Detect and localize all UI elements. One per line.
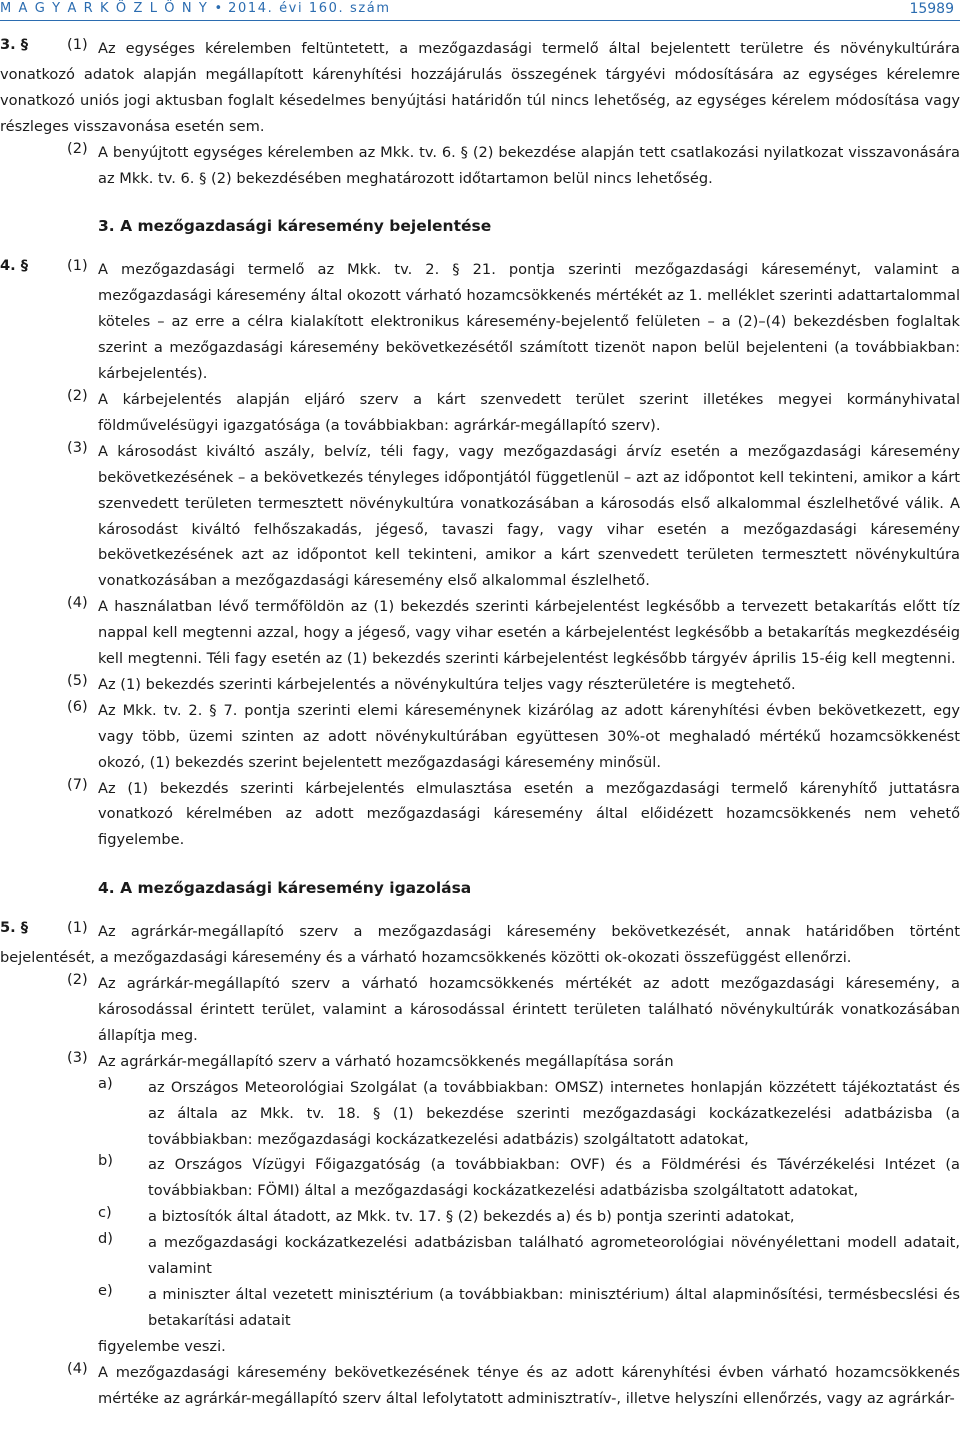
paragraph [0,971,960,1049]
journal-header [0,1,391,16]
paragraph-text: A kárbejelentés alapján eljáró szerv a kárt szenvedett terület szerint illetékes megyei kormányhivatal földművelésügyi igazgatósága (a továbbiakban: agrárkár-megállapító szerv). [98,390,960,434]
list-item [0,1204,960,1230]
list-item-label: c) [98,1204,112,1222]
paragraph-number: (4) [67,1359,88,1377]
paragraph-text: A károsodást kiváltó aszály, belvíz, téli fagy, vagy mezőgazdasági árvíz esetén a mezőgazdasági káresemény bekövetkezésének – a bekövetkezés tényleges időpontjától függetlenül – azt az időpontot kell tekinteni, amikor a kárt szenvedett területen termesztett növénykultúra vonatkozásában a károsodás első alkalommal észlelhetővé válik. A károsodást kiváltó felhőszakadás, jégeső, tavaszi fagy, vagy vihar esetén a mezőgazdasági káresemény bekövetkezésének azt az időpontot kell tekinteni, amikor a kárt szenvedett területen termesztett növénykultúra vonatkozásában a mezőgazdasági káresemény első alkalommal észlelhető. [98,442,960,590]
paragraph-number: (7) [67,775,88,793]
journal-title: M A G Y A R K Ö Z L Ö N Y [0,1,209,16]
list-item-label: d) [98,1230,113,1248]
paragraph [0,1049,960,1075]
paragraph [0,776,960,854]
list-item-text: a biztosítók által átadott, az Mkk. tv. 17. § (2) bekezdés a) és b) pontja szerinti adatokat, [148,1208,795,1226]
section-3 [0,36,960,191]
paragraph [0,594,960,672]
paragraph-text: A benyújtott egységes kérelemben az Mkk. tv. 6. § (2) bekezdése alapján tett csatlakozási nyilatkozat visszavonására az Mkk. tv. 6. § (2) bekezdésében meghatározott időtartamon belül nincs lehetőség. [98,143,960,187]
list-item [0,1152,960,1204]
paragraph-number: (5) [67,671,88,689]
paragraph-number: (2) [67,139,88,157]
paragraph-text: A használatban lévő termőföldön az (1) bekezdés szerinti kárbejelentést legkésőbb a tervezett betakarítás előtt tíz nappal kell megtenni azzal, hogy a jégeső, vagy vihar esetén a kárbejelentést legkésőbb a betakarítás megkezdéséig kell megtenni. Téli fagy esetén az (1) bekezdés szerinti kárbejelentést legkésőbb tárgyév április 15-éig kell megtenni. [98,598,960,668]
paragraph [0,257,960,387]
paragraph-number: (2) [67,971,88,989]
paragraph [0,140,960,192]
paragraph-text: Az agrárkár-megállapító szerv a mezőgazdasági káresemény bekövetkezését, annak határidőben történt bejelentését, a mezőgazdasági káresemény és a várható hozamcsökkenés közötti ok-okozati összefüggést ellenőrzi. [0,923,960,967]
running-header [0,0,960,21]
section-5 [0,919,960,1411]
list-item-label: e) [98,1281,113,1299]
paragraph-text: Az agrárkár-megállapító szerv a várható hozamcsökkenés mértékét az adott mezőgazdasági káresemény, a károsodással érintett terület, valamint a károsodással érintett területen található növénykultúrák vonatkozásában állapítja meg. [98,975,960,1044]
section-number: 5. § [0,919,29,937]
paragraph-text: A mezőgazdasági termelő az Mkk. tv. 2. § 21. pontja szerinti mezőgazdasági káreseményt, valamint a mezőgazdasági káresemény által okozott várható hozamcsökkenés mértékét az 1. melléklet szerinti adattartalommal köteles – az erre a célra kialakított elektronikus káresemény-bejelentő felületen – a (2)–(4) bekezdésben foglaltak szerint a mezőgazdasági káresemény bekövetkezésétől számított tizenöt napon belül bejelenteni (a továbbiakban: kárbejelentés). [98,261,960,383]
list-item-label: b) [98,1152,113,1170]
list-item-text: a miniszter által vezetett minisztérium (a továbbiakban: minisztérium) által alapminősítési, termésbecslési és betakarítási adatait [148,1285,960,1329]
page-number: 15989 [909,1,954,17]
paragraph-text: Az egységes kérelemben feltüntetett, a mezőgazdasági termelő által bejelentett területre és növénykultúrára vonatkozó adatok alapján megállapított kárenyhítési hozzájárulás összegének tárgyévi módosítására az egységes kérelemre vonatkozó uniós jogi aktusban foglalt késedelmes benyújtási határidőn túl nincs lehetőség, az egységes kérelem módosítása vagy részleges visszavonása esetén sem. [0,40,960,135]
header-separator: • [214,1,223,16]
paragraph [0,919,960,971]
paragraph [0,36,960,140]
chapter-heading: 3. A mezőgazdasági káresemény bejelentése [98,217,492,236]
paragraph [0,698,960,776]
paragraph [0,672,960,698]
paragraph-number: (1) [67,919,88,937]
chapter-heading: 4. A mezőgazdasági káresemény igazolása [98,879,472,898]
paragraph-text: Az agrárkár-megállapító szerv a várható hozamcsökkenés megállapítása során [98,1052,674,1070]
paragraph-number: (2) [67,386,88,404]
paragraph-number: (4) [67,594,88,612]
section-number: 4. § [0,257,29,275]
paragraph-text: Az Mkk. tv. 2. § 7. pontja szerinti elemi káreseménynek kizárólag az adott kárenyhítési évben bekövetkezett, egy vagy több, üzemi szinten az adott növénykultúrában együttesen 30%-ot meghaladó mértékű hozamcsökkenést okozó, (1) bekezdés szerint bejelentett mezőgazdasági káresemény minősül. [98,701,960,771]
list-item-text: az Országos Vízügyi Főigazgatóság (a továbbiakban: OVF) és a Földmérési és Távérzékelési Intézet (a továbbiakban: FÖMI) által a mezőgazdasági kockázatkezelési adatbázisba szolgáltatott adatokat, [148,1156,960,1200]
list-closing-text: figyelembe veszi. [98,1337,226,1355]
paragraph [0,439,960,594]
list-item [0,1075,960,1153]
list-item-label: a) [98,1074,113,1092]
list-item-text: az Országos Meteorológiai Szolgálat (a továbbiakban: OMSZ) internetes honlapján közzétett tájékoztatást és az általa az Mkk. tv. 18. § (1) bekezdése szerinti mezőgazdasági kockázatkezelési adatbázisba (a továbbiakban: mezőgazdasági kockázatkezelési adatbázis) szolgáltatott adatokat, [148,1078,960,1148]
list-item [0,1282,960,1334]
list-item [0,1230,960,1282]
list-item-text: a mezőgazdasági kockázatkezelési adatbázisban található agrometeorológiai növényélettani modell adatait, valamint [148,1234,960,1278]
paragraph-text: Az (1) bekezdés szerinti kárbejelentés a növénykultúra teljes vagy részterületére is megtehető. [98,675,796,693]
paragraph-number: (1) [67,36,88,53]
paragraph-text: Az (1) bekezdés szerinti kárbejelentés elmulasztása esetén a mezőgazdasági termelő kárenyhítő juttatásra vonatkozó kérelmében az adott mezőgazdasági káresemény által előidézett hozamcsökkenés nem vehető figyelembe. [98,779,960,849]
document-body [0,36,960,1412]
paragraph-number: (6) [67,697,88,715]
paragraph-number: (3) [67,438,88,456]
paragraph-text: A mezőgazdasági káresemény bekövetkezésének ténye és az adott kárenyhítési évben várható hozamcsökkenés mértéke az agrárkár-megállapító szerv által lefolytatott adminisztratív-, illetve helyszíni ellenőrzés, vagy az agrárkár- [98,1363,960,1407]
section-number: 3. § [0,36,29,53]
paragraph-number: (1) [67,257,88,275]
issue-info: 2014. évi 160. szám [228,1,391,16]
paragraph [0,387,960,439]
paragraph [0,1360,960,1412]
section-4 [0,257,960,853]
paragraph-number: (3) [67,1048,88,1066]
